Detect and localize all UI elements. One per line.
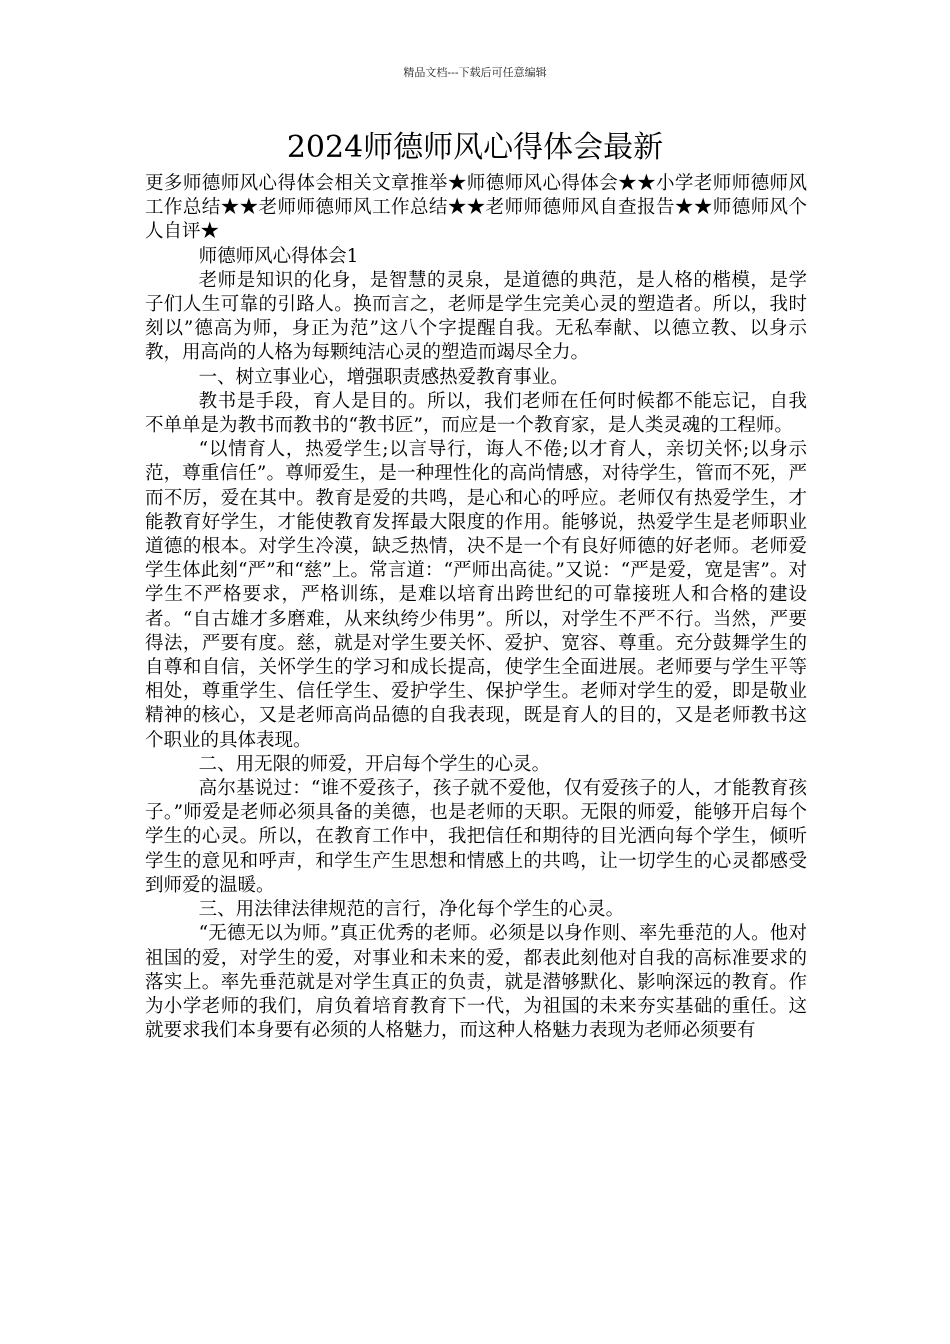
body-paragraph: “无德无以为师。”真正优秀的老师。必须是以身作则、率先垂范的人。他对祖国的爱，对学生的爱，对事业和未来的爱，都表此刻他对自我的高标准要求的落实上。率先垂范就是对学生真正的负责，就是潜够默化、影响深远的教育。作为小学老师的我们，肩负着培育教育下一代，为祖国的未来夯实基础的重任。这就要求我们本身要有必须的人格魅力，而这种人格魅力表现为老师必须要有 <box>145 923 807 1042</box>
body-paragraph: 教书是手段，育人是目的。所以，我们老师在任何时候都不能忘记，自我不单单是为教书而教书的“教书匠”，而应是一个教育家，是人类灵魂的工程师。 <box>145 390 807 437</box>
related-articles-paragraph: 更多师德师风心得体会相关文章推举★师德师风心得体会★★小学老师师德师风工作总结★★老师师德师风工作总结★★老师师德师风自查报告★★师德师风个人自评★ <box>145 173 807 243</box>
section-heading: 三、用法律法律规范的言行，净化每个学生的心灵。 <box>198 899 625 921</box>
section-heading: 一、树立事业心，增强职责感热爱教育事业。 <box>198 366 569 388</box>
document-title: 2024师德师风心得体会最新 <box>286 130 664 165</box>
header-note: 精品文档---下载后可任意编辑 <box>403 66 547 79</box>
body-paragraph: 高尔基说过：“谁不爱孩子，孩子就不爱他，仅有爱孩子的人，才能教育孩子。”师爱是老师必须具备的美德，也是老师的天职。无限的师爱，能够开启每个学生的心灵。所以，在教育工作中，我把信任和期待的目光洒向每个学生，倾听学生的意见和呼声，和学生产生思想和情感上的共鸣，让一切学生的心灵都感受到师爱的温暖。 <box>145 778 807 896</box>
body-paragraph: “以情育人，热爱学生;以言导行，诲人不倦;以才育人，亲切关怀;以身示范，尊重信任”。尊师爱生，是一种理性化的高尚情感，对待学生，管而不死，严而不厉，爱在其中。教育是爱的共鸣，是心和心的呼应。老师仅有热爱学生，才能教育好学生，才能使教育发挥最大限度的作用。能够说，热爱学生是老师职业道德的根本。对学生冷漠，缺乏热情，决不是一个有良好师德的好老师。老师爱学生体此刻“严”和“慈”上。常言道：“严师出高徒。”又说：“严是爱，宽是害”。对学生不严格要求，严格训练，是难以培育出跨世纪的可靠接班人和合格的建设者。“自古雄才多磨难，从来纨绔少伟男”。所以，对学生不严不行。当然，严要得法，严要有度。慈，就是对学生要关怀、爱护、宽容、尊重。充分鼓舞学生的自尊和自信，关怀学生的学习和成长提高，使学生全面进展。老师要与学生平等相处，尊重学生、信任学生、爱护学生、保护学生。老师对学生的爱，即是敬业精神的核心，又是老师高尚品德的自我表现，既是育人的目的，又是老师教书这个职业的具体表现。 <box>145 439 807 751</box>
section-heading: 二、用无限的师爱，开启每个学生的心灵。 <box>198 753 551 775</box>
section-title: 师德师风心得体会1 <box>198 245 359 267</box>
document-body <box>145 172 807 1043</box>
body-paragraph: 老师是知识的化身，是智慧的灵泉，是道德的典范，是人格的楷模，是学子们人生可靠的引路人。换而言之，老师是学生完美心灵的塑造者。所以，我时刻以”德高为师，身正为范”这八个字提醒自我。无私奉献、以德立教、以身示教，用高尚的人格为每颗纯洁心灵的塑造而竭尽全力。 <box>145 269 807 364</box>
